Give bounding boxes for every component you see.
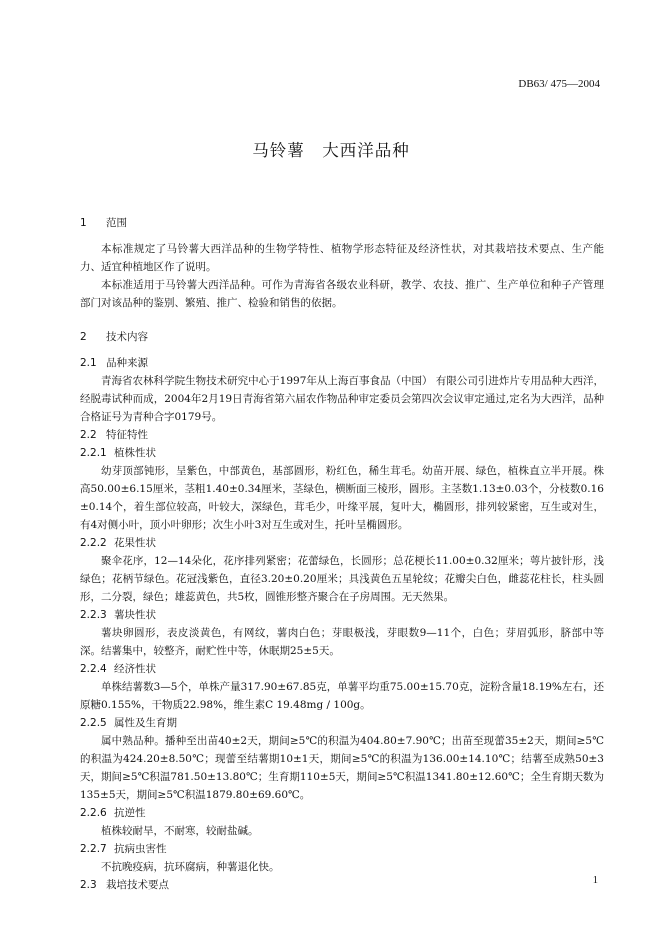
- paragraph: 聚伞花序，12—14朵化，花序排列紧密；花蕾绿色，长圆形；总花梗长11.00±0.32厘米；萼片披针形，浅绿色；花柄节绿色。花冠浅紫色，直径3.20±0.20厘米；具浅黄色五星轮纹；花瓣尖白色，雌蕊花柱长，柱头圆形，二分裂，绿色；雄蕊黄色，共5枚，圆锥形整齐聚合在子房周围。无天然果。: [80, 555, 604, 603]
- paragraph: 本标准适用于马铃薯大西洋品种。可作为青海省各级农业科研，教学、农技、推广、生产单位和种子产管理部门对该品种的鉴别、繁殖、推广、检验和销售的依据。: [80, 279, 604, 309]
- section-heading-2-2: [80, 426, 604, 444]
- section-number: 2.2.1: [80, 447, 107, 459]
- section-heading-2-3: [80, 876, 604, 894]
- section-number: 2.2.2: [80, 537, 107, 549]
- section-heading-2-2-1: [80, 444, 604, 462]
- section-number: 2: [80, 331, 87, 343]
- section-heading-2-2-3: [80, 606, 604, 624]
- section-heading-1: [80, 214, 604, 232]
- paragraph: 青海省农林科学院生物技术研究中心于1997年从上海百事食品（中国） 有限公司引进炸片专用品种大西洋，经脱毒试种而成，2004年2月19日青海省第六届农作物品种审定委员会第四次会议审定通过,定名为大西洋，品种合格证号为青种合字0179号。: [80, 375, 604, 423]
- document-code: DB63/ 475—2004: [518, 78, 600, 90]
- section-number: 2.2.7: [80, 843, 107, 855]
- section-heading-2: [80, 328, 604, 346]
- section-number: 2.2.6: [80, 807, 107, 819]
- paragraph: 薯块卵圆形，表皮淡黄色，有网纹，薯肉白色；芽眼极浅，芽眼数9—11个，白色；芽眉弧形，脐部中等深。结薯集中，较整齐，耐贮性中等，休眠期25±5天。: [80, 627, 604, 657]
- section-heading-2-2-6: [80, 804, 604, 822]
- section-number: 2.3: [80, 879, 97, 891]
- section-heading-2-2-5: [80, 714, 604, 732]
- section-number: 1: [80, 217, 87, 229]
- section-title: 花果性状: [114, 537, 156, 549]
- section-heading-2-2-2: [80, 534, 604, 552]
- section-number: 2.1: [80, 357, 97, 369]
- section-heading-2-2-7: [80, 840, 604, 858]
- paragraph: 属中熟品种。播种至出苗40±2天，期间≥5℃的积温为404.80±7.90℃；出苗至现蕾35±2天，期间≥5℃的积温为424.20±8.50℃；现蕾至结薯期10±1天，期间≥5℃的积温为136.00±14.10℃；结薯至成熟50±3天，期间≥5℃积温781.50±13.80℃；生育期110±5天，期间≥5℃积温1341.80±12.60℃；全生育期天数为135±5天，期间≥5℃积温1879.80±69.60℃。: [80, 735, 604, 801]
- section-heading-2-2-4: [80, 660, 604, 678]
- section-title: 抗逆性: [114, 807, 146, 819]
- section-title: 品种来源: [106, 357, 148, 369]
- section-number: 2.2: [80, 429, 97, 441]
- section-title: 属性及生育期: [114, 717, 177, 729]
- section-title: 特征特性: [106, 429, 148, 441]
- section-number: 2.2.5: [80, 717, 107, 729]
- section-title: 抗病虫害性: [114, 843, 167, 855]
- document-body: [80, 214, 604, 894]
- section-number: 2.2.3: [80, 609, 107, 621]
- section-title: 薯块性状: [114, 609, 156, 621]
- paragraph: 本标准规定了马铃薯大西洋品种的生物学特性、植物学形态特征及经济性状，对其栽培技术要点、生产能力、适宜种植地区作了说明。: [80, 243, 604, 273]
- section-title: 经济性状: [114, 663, 156, 675]
- section-title: 技术内容: [106, 331, 148, 343]
- page-number: 1: [592, 875, 598, 886]
- document-title: 马铃薯 大西洋品种: [252, 141, 410, 160]
- section-title: 栽培技术要点: [106, 879, 169, 891]
- paragraph: 幼芽顶部钝形，呈紫色，中部黄色，基部圆形，粉红色，稀生茸毛。幼苗开展、绿色，植株直立半开展。株高50.00±6.15厘米，茎粗1.40±0.34厘米，茎绿色，横断面三棱形，圆形。主茎数1.13±0.03个，分枝数0.16±0.14个，着生部位较高，叶较大，深绿色，茸毛少，叶缘平展，复叶大，椭圆形，排列较紧密，互生或对生，有4对侧小叶，顶小叶卵形；次生小叶3对互生或对生，托叶呈椭圆形。: [80, 465, 604, 531]
- paragraph: 植株较耐旱，不耐寒，较耐盐碱。: [101, 825, 259, 837]
- paragraph: 单株结薯数3—5个，单株产量317.90±67.85克，单薯平均重75.00±15.70克，淀粉含量18.19%左右，还原糖0.155%，干物质22.98%，维生素C 19.48mg / 100g。: [80, 681, 604, 711]
- section-title: 范围: [106, 217, 127, 229]
- section-heading-2-1: [80, 354, 604, 372]
- paragraph: 不抗晚疫病，抗环腐病，种薯退化快。: [101, 861, 280, 873]
- section-number: 2.2.4: [80, 663, 107, 675]
- section-title: 植株性状: [114, 447, 156, 459]
